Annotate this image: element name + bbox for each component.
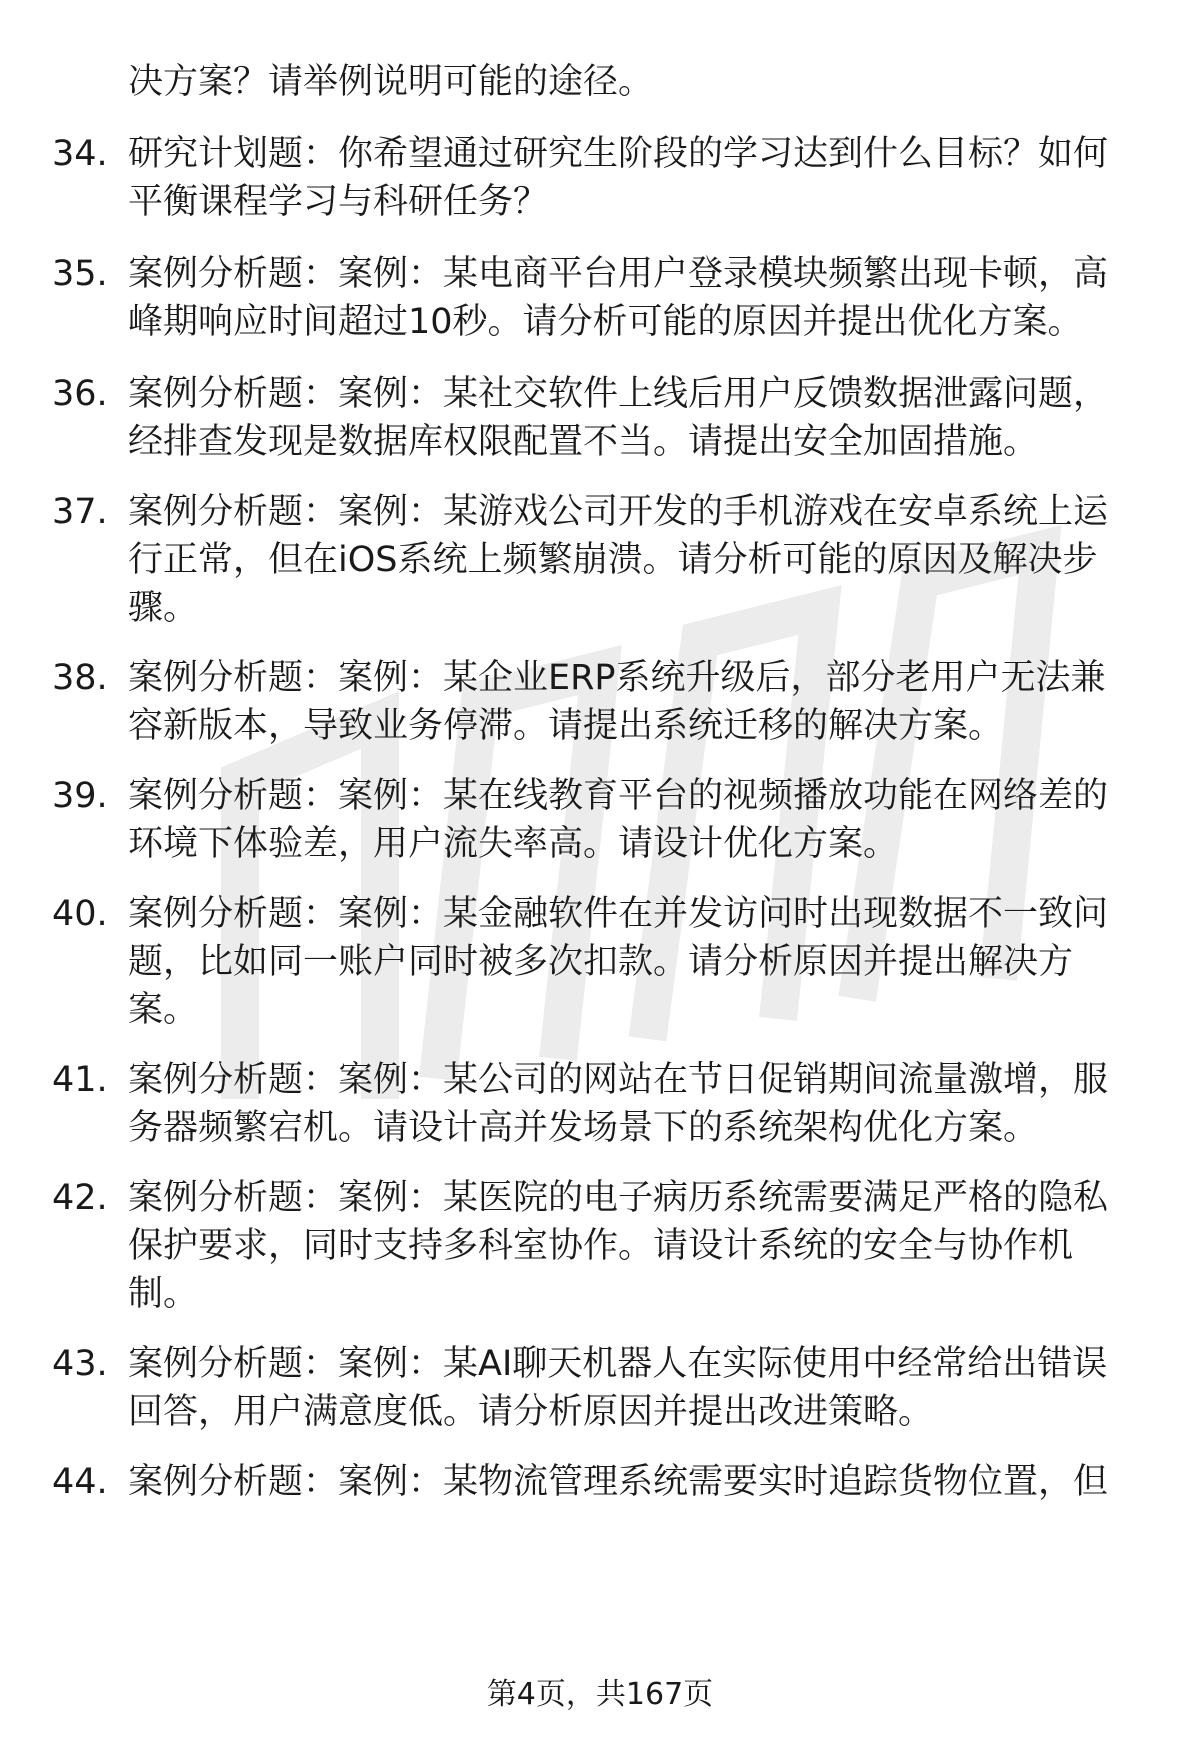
item-text <box>128 772 1138 868</box>
item-text-line: 容新版本，导致业务停滞。请提出系统迁移的解决方案。 <box>128 706 1004 746</box>
item-number: 36. <box>52 374 108 414</box>
item-text-line: 案例分析题：案例：某企业ERP系统升级后，部分老用户无法兼 <box>128 658 1106 698</box>
item-text-line: 回答，用户满意度低。请分析原因并提出改进策略。 <box>128 1392 934 1432</box>
item-number: 34. <box>52 134 108 174</box>
item-text-line: 峰期响应时间超过10秒。请分析可能的原因并提出优化方案。 <box>128 302 1083 342</box>
item-number: 39. <box>52 776 108 816</box>
item-text <box>128 58 1138 106</box>
item-text-line: 案例分析题：案例：某电商平台用户登录模块频繁出现卡顿，高 <box>128 254 1109 294</box>
item-text-line: 案例分析题：案例：某公司的网站在节日促销期间流量激增，服 <box>128 1060 1109 1100</box>
item-number: 35. <box>52 254 108 294</box>
item-text-line: 案例分析题：案例：某金融软件在并发访问时出现数据不一致问 <box>128 894 1109 934</box>
item-text <box>128 1458 1138 1506</box>
item-text-line: 务器频繁宕机。请设计高并发场景下的系统架构优化方案。 <box>128 1108 1039 1148</box>
item-text <box>128 250 1138 346</box>
item-text <box>128 1340 1138 1436</box>
item-text <box>128 1056 1138 1152</box>
item-text-line: 平衡课程学习与科研任务？ <box>128 182 549 222</box>
item-text-line: 案例分析题：案例：某在线教育平台的视频播放功能在网络差的 <box>128 776 1109 816</box>
item-text-line: 行正常，但在iOS系统上频繁崩溃。请分析可能的原因及解决步 <box>128 540 1098 580</box>
item-text-line: 案例分析题：案例：某游戏公司开发的手机游戏在安卓系统上运 <box>128 492 1109 532</box>
item-text <box>128 654 1138 750</box>
item-text <box>128 890 1138 1034</box>
item-text-line: 骤。 <box>128 588 199 628</box>
item-number: 44. <box>52 1462 108 1502</box>
item-text <box>128 370 1138 466</box>
item-number: 42. <box>52 1178 108 1218</box>
item-text <box>128 488 1138 632</box>
item-number: 38. <box>52 658 108 698</box>
item-text-line: 制。 <box>128 1274 199 1314</box>
item-text-line: 经排查发现是数据库权限配置不当。请提出安全加固措施。 <box>128 422 1039 462</box>
item-text-line: 案例分析题：案例：某医院的电子病历系统需要满足严格的隐私 <box>128 1178 1109 1218</box>
item-text <box>128 1174 1138 1318</box>
item-text-line: 案例分析题：案例：某AI聊天机器人在实际使用中经常给出错误 <box>128 1344 1108 1384</box>
item-number: 40. <box>52 894 108 934</box>
item-text-line: 案例分析题：案例：某物流管理系统需要实时追踪货物位置，但 <box>128 1462 1109 1502</box>
item-number: 37. <box>52 492 108 532</box>
item-number: 41. <box>52 1060 108 1100</box>
item-text-line: 题，比如同一账户同时被多次扣款。请分析原因并提出解决方 <box>128 942 1074 982</box>
item-text-line: 案。 <box>128 990 199 1030</box>
item-text-line: 决方案？请举例说明可能的途径。 <box>128 62 654 102</box>
item-text-line: 案例分析题：案例：某社交软件上线后用户反馈数据泄露问题， <box>128 374 1109 414</box>
item-text-line: 保护要求，同时支持多科室协作。请设计系统的安全与协作机 <box>128 1226 1074 1266</box>
item-text <box>128 130 1138 226</box>
page-footer: 第4页，共167页 <box>486 1677 714 1712</box>
item-number: 43. <box>52 1344 108 1384</box>
item-text-line: 环境下体验差，用户流失率高。请设计优化方案。 <box>128 824 899 864</box>
item-text-line: 研究计划题：你希望通过研究生阶段的学习达到什么目标？如何 <box>128 134 1109 174</box>
